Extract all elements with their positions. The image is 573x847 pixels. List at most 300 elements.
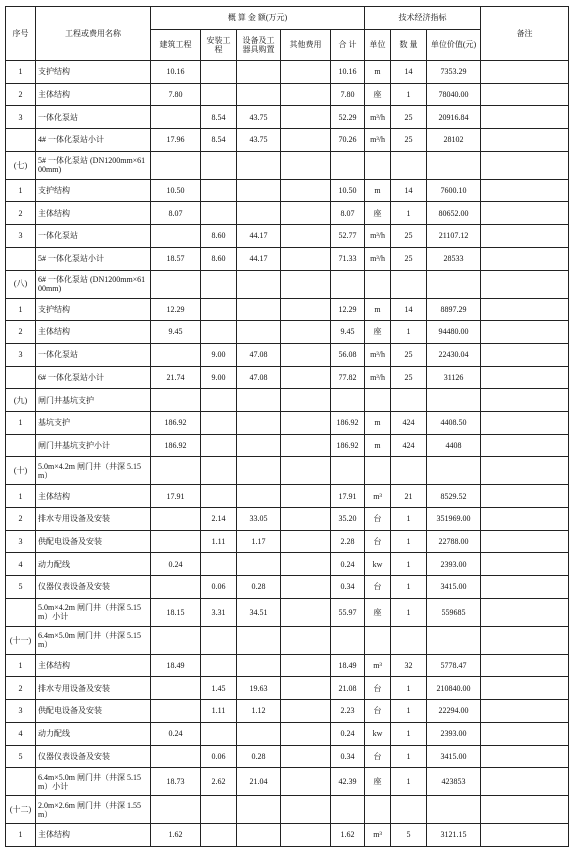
cell-install: [201, 626, 237, 654]
cell-other: [281, 247, 331, 270]
cell-unit: m³/h: [365, 247, 391, 270]
cell-unit-value: 80652.00: [427, 202, 481, 225]
cell-equipment: [237, 411, 281, 434]
cell-qty: [391, 457, 427, 485]
cell-unit: 座: [365, 83, 391, 106]
cell-total: 35.20: [331, 508, 365, 531]
cell-equipment: [237, 626, 281, 654]
cell-total: [331, 151, 365, 179]
cell-total: 7.80: [331, 83, 365, 106]
cell-equipment: [237, 824, 281, 847]
cell-remark: [481, 106, 569, 129]
table-body: [6, 61, 569, 847]
cell-seq: 1: [6, 179, 36, 202]
cell-unit: 台: [365, 700, 391, 723]
cell-unit-value: 7353.29: [427, 61, 481, 84]
cell-install: [201, 654, 237, 677]
cell-equipment: [237, 321, 281, 344]
cell-seq: (九): [6, 389, 36, 412]
cell-total: 1.62: [331, 824, 365, 847]
cell-building: [151, 225, 201, 248]
cell-remark: [481, 202, 569, 225]
table-row: [6, 83, 569, 106]
cell-unit-value: 4408.50: [427, 411, 481, 434]
cell-item-name: 4# 一体化泵站小计: [36, 129, 151, 152]
cell-unit-value: 210840.00: [427, 677, 481, 700]
budget-table-page: [5, 6, 568, 847]
cell-other: [281, 677, 331, 700]
cell-item-name: 支护结构: [36, 61, 151, 84]
cell-install: [201, 179, 237, 202]
cell-item-name: 仪器仪表设备及安装: [36, 745, 151, 768]
cell-qty: 1: [391, 553, 427, 576]
cell-qty: 21: [391, 485, 427, 508]
cell-item-name: 一体化泵站: [36, 106, 151, 129]
table-row: [6, 553, 569, 576]
cell-building: 8.07: [151, 202, 201, 225]
cell-unit-value: 28102: [427, 129, 481, 152]
cell-unit-value: 22788.00: [427, 530, 481, 553]
cell-remark: [481, 677, 569, 700]
cell-item-name: 供配电设备及安装: [36, 530, 151, 553]
cell-item-name: 主体结构: [36, 83, 151, 106]
cell-unit-value: 4408: [427, 434, 481, 457]
cell-unit: [365, 796, 391, 824]
cell-total: 42.39: [331, 768, 365, 796]
cell-install: 2.14: [201, 508, 237, 531]
table-row: [6, 270, 569, 298]
cell-unit: m³/h: [365, 129, 391, 152]
cell-qty: 1: [391, 576, 427, 599]
cell-unit-value: 2393.00: [427, 722, 481, 745]
header-qty: 数 量: [391, 30, 427, 61]
cell-unit-value: 7600.10: [427, 179, 481, 202]
cell-total: 56.08: [331, 343, 365, 366]
cell-building: [151, 700, 201, 723]
cell-unit: m³/h: [365, 366, 391, 389]
cell-qty: 14: [391, 179, 427, 202]
cell-equipment: 47.08: [237, 366, 281, 389]
cell-total: 2.23: [331, 700, 365, 723]
header-unit: 单位: [365, 30, 391, 61]
cell-other: [281, 598, 331, 626]
cell-building: 9.45: [151, 321, 201, 344]
cell-install: 1.11: [201, 700, 237, 723]
table-row: [6, 722, 569, 745]
cell-other: [281, 83, 331, 106]
cell-install: [201, 434, 237, 457]
cell-install: [201, 457, 237, 485]
cell-remark: [481, 270, 569, 298]
cell-unit: [365, 270, 391, 298]
cell-other: [281, 151, 331, 179]
cell-install: [201, 796, 237, 824]
cell-item-name: 闸门井基坑支护: [36, 389, 151, 412]
cell-seq: [6, 366, 36, 389]
cell-qty: 1: [391, 722, 427, 745]
cell-unit: m³/h: [365, 225, 391, 248]
cell-equipment: [237, 179, 281, 202]
cell-equipment: [237, 298, 281, 321]
cell-equipment: [237, 722, 281, 745]
cell-seq: 3: [6, 343, 36, 366]
header-equipment: 设备及工器具购置: [237, 30, 281, 61]
cell-seq: 2: [6, 321, 36, 344]
cell-item-name: 排水专用设备及安装: [36, 677, 151, 700]
cell-unit-value: 22430.04: [427, 343, 481, 366]
cell-install: 9.00: [201, 343, 237, 366]
cell-equipment: [237, 434, 281, 457]
cell-unit: m³: [365, 485, 391, 508]
cell-building: [151, 457, 201, 485]
table-row: [6, 824, 569, 847]
cell-qty: 1: [391, 508, 427, 531]
cell-building: 17.96: [151, 129, 201, 152]
cell-qty: [391, 626, 427, 654]
cell-install: [201, 83, 237, 106]
cell-seq: 3: [6, 106, 36, 129]
header-tech-group: 技术经济指标: [365, 7, 481, 30]
cell-total: 8.07: [331, 202, 365, 225]
cell-qty: [391, 389, 427, 412]
cell-equipment: [237, 796, 281, 824]
budget-estimate-table: [5, 6, 569, 847]
cell-unit: m: [365, 434, 391, 457]
cell-item-name: 5# 一体化泵站 (DN1200mm×6100mm): [36, 151, 151, 179]
cell-total: [331, 626, 365, 654]
cell-equipment: [237, 83, 281, 106]
cell-item-name: 一体化泵站: [36, 343, 151, 366]
cell-unit-value: [427, 270, 481, 298]
cell-install: [201, 824, 237, 847]
cell-item-name: 6# 一体化泵站 (DN1200mm×6100mm): [36, 270, 151, 298]
cell-item-name: 主体结构: [36, 485, 151, 508]
cell-qty: 1: [391, 321, 427, 344]
cell-other: [281, 700, 331, 723]
cell-total: 77.82: [331, 366, 365, 389]
cell-qty: 1: [391, 598, 427, 626]
table-row: [6, 247, 569, 270]
cell-unit: 台: [365, 745, 391, 768]
cell-seq: 4: [6, 553, 36, 576]
cell-qty: 1: [391, 700, 427, 723]
cell-other: [281, 824, 331, 847]
cell-remark: [481, 553, 569, 576]
cell-install: [201, 722, 237, 745]
cell-remark: [481, 129, 569, 152]
header-install: 安装工程: [201, 30, 237, 61]
cell-item-name: 一体化泵站: [36, 225, 151, 248]
cell-total: 18.49: [331, 654, 365, 677]
cell-unit: [365, 151, 391, 179]
cell-item-name: 支护结构: [36, 179, 151, 202]
cell-total: [331, 796, 365, 824]
cell-building: 18.15: [151, 598, 201, 626]
cell-install: 8.54: [201, 106, 237, 129]
cell-building: [151, 508, 201, 531]
cell-other: [281, 179, 331, 202]
cell-unit: kw: [365, 553, 391, 576]
cell-total: 0.24: [331, 722, 365, 745]
table-row: [6, 343, 569, 366]
cell-qty: 25: [391, 343, 427, 366]
cell-building: [151, 343, 201, 366]
cell-remark: [481, 598, 569, 626]
cell-seq: 1: [6, 824, 36, 847]
cell-total: 0.24: [331, 553, 365, 576]
cell-total: 9.45: [331, 321, 365, 344]
cell-other: [281, 389, 331, 412]
cell-qty: 424: [391, 434, 427, 457]
cell-item-name: 主体结构: [36, 202, 151, 225]
cell-other: [281, 202, 331, 225]
cell-unit-value: [427, 389, 481, 412]
cell-qty: 32: [391, 654, 427, 677]
cell-unit-value: 78040.00: [427, 83, 481, 106]
header-seq: 序号: [6, 7, 36, 61]
table-row: [6, 202, 569, 225]
cell-install: [201, 151, 237, 179]
cell-seq: (十): [6, 457, 36, 485]
cell-remark: [481, 434, 569, 457]
cell-unit: m: [365, 61, 391, 84]
cell-unit: 座: [365, 321, 391, 344]
cell-building: [151, 106, 201, 129]
cell-unit-value: [427, 151, 481, 179]
cell-seq: (八): [6, 270, 36, 298]
cell-unit: 座: [365, 598, 391, 626]
cell-install: 8.54: [201, 129, 237, 152]
table-row: [6, 796, 569, 824]
cell-unit-value: 21107.12: [427, 225, 481, 248]
cell-equipment: 47.08: [237, 343, 281, 366]
table-row: [6, 598, 569, 626]
cell-equipment: [237, 389, 281, 412]
cell-unit-value: 351969.00: [427, 508, 481, 531]
cell-unit: [365, 389, 391, 412]
cell-remark: [481, 824, 569, 847]
cell-remark: [481, 768, 569, 796]
cell-qty: 1: [391, 530, 427, 553]
cell-item-name: 动力配线: [36, 553, 151, 576]
cell-equipment: 43.75: [237, 106, 281, 129]
cell-equipment: 33.05: [237, 508, 281, 531]
cell-install: [201, 411, 237, 434]
cell-other: [281, 626, 331, 654]
cell-total: 52.29: [331, 106, 365, 129]
header-remark: 备注: [481, 7, 569, 61]
cell-building: [151, 677, 201, 700]
cell-building: 12.29: [151, 298, 201, 321]
cell-unit-value: [427, 457, 481, 485]
table-row: [6, 485, 569, 508]
cell-total: [331, 457, 365, 485]
cell-install: [201, 61, 237, 84]
cell-remark: [481, 83, 569, 106]
cell-building: [151, 270, 201, 298]
header-unit-value: 单位价值(元): [427, 30, 481, 61]
cell-item-name: 5# 一体化泵站小计: [36, 247, 151, 270]
cell-item-name: 供配电设备及安装: [36, 700, 151, 723]
cell-item-name: 排水专用设备及安装: [36, 508, 151, 531]
cell-item-name: 主体结构: [36, 654, 151, 677]
cell-total: 186.92: [331, 434, 365, 457]
table-row: [6, 411, 569, 434]
header-budget-group: 概 算 金 额(万元): [151, 7, 365, 30]
cell-total: 186.92: [331, 411, 365, 434]
cell-equipment: [237, 270, 281, 298]
cell-total: [331, 389, 365, 412]
cell-remark: [481, 796, 569, 824]
cell-unit: m: [365, 298, 391, 321]
cell-install: 2.62: [201, 768, 237, 796]
cell-unit-value: 559685: [427, 598, 481, 626]
cell-install: 8.60: [201, 247, 237, 270]
cell-unit: 台: [365, 508, 391, 531]
cell-unit-value: 20916.84: [427, 106, 481, 129]
header-row-1: [6, 7, 569, 30]
cell-unit: m: [365, 411, 391, 434]
cell-other: [281, 654, 331, 677]
cell-qty: [391, 151, 427, 179]
cell-other: [281, 298, 331, 321]
cell-total: 0.34: [331, 745, 365, 768]
cell-seq: [6, 434, 36, 457]
cell-qty: 1: [391, 83, 427, 106]
cell-qty: 25: [391, 129, 427, 152]
cell-qty: 14: [391, 61, 427, 84]
cell-qty: 1: [391, 745, 427, 768]
cell-seq: 5: [6, 745, 36, 768]
table-row: [6, 434, 569, 457]
header-building: 建筑工程: [151, 30, 201, 61]
cell-building: 7.80: [151, 83, 201, 106]
cell-total: 71.33: [331, 247, 365, 270]
cell-unit-value: 94480.00: [427, 321, 481, 344]
cell-seq: 2: [6, 202, 36, 225]
cell-building: 186.92: [151, 411, 201, 434]
cell-remark: [481, 151, 569, 179]
cell-total: 55.97: [331, 598, 365, 626]
cell-install: 8.60: [201, 225, 237, 248]
table-row: [6, 179, 569, 202]
cell-remark: [481, 700, 569, 723]
cell-seq: [6, 129, 36, 152]
cell-qty: 14: [391, 298, 427, 321]
cell-unit: m³: [365, 824, 391, 847]
cell-remark: [481, 576, 569, 599]
cell-other: [281, 530, 331, 553]
cell-seq: [6, 247, 36, 270]
cell-unit-value: 22294.00: [427, 700, 481, 723]
cell-install: [201, 485, 237, 508]
cell-remark: [481, 530, 569, 553]
cell-install: 0.06: [201, 576, 237, 599]
cell-other: [281, 508, 331, 531]
cell-building: 0.24: [151, 553, 201, 576]
cell-other: [281, 129, 331, 152]
cell-remark: [481, 247, 569, 270]
table-row: [6, 298, 569, 321]
cell-total: 70.26: [331, 129, 365, 152]
cell-other: [281, 366, 331, 389]
cell-equipment: 0.28: [237, 576, 281, 599]
cell-qty: 25: [391, 247, 427, 270]
cell-qty: 25: [391, 225, 427, 248]
cell-unit-value: 3415.00: [427, 745, 481, 768]
cell-remark: [481, 389, 569, 412]
cell-other: [281, 270, 331, 298]
cell-unit: [365, 626, 391, 654]
cell-qty: [391, 270, 427, 298]
cell-remark: [481, 411, 569, 434]
cell-other: [281, 768, 331, 796]
cell-building: 186.92: [151, 434, 201, 457]
table-row: [6, 225, 569, 248]
cell-building: [151, 530, 201, 553]
cell-remark: [481, 225, 569, 248]
header-other: 其他费用: [281, 30, 331, 61]
table-row: [6, 654, 569, 677]
cell-equipment: [237, 553, 281, 576]
cell-equipment: [237, 151, 281, 179]
cell-item-name: 2.0m×2.6m 闸门井（井深 1.55m）: [36, 796, 151, 824]
cell-other: [281, 745, 331, 768]
cell-seq: 3: [6, 225, 36, 248]
cell-unit-value: [427, 796, 481, 824]
cell-equipment: [237, 457, 281, 485]
cell-unit-value: 3415.00: [427, 576, 481, 599]
cell-seq: 3: [6, 530, 36, 553]
cell-building: [151, 576, 201, 599]
cell-unit-value: 8529.52: [427, 485, 481, 508]
cell-install: [201, 270, 237, 298]
cell-unit-value: 31126: [427, 366, 481, 389]
cell-remark: [481, 722, 569, 745]
cell-unit-value: 3121.15: [427, 824, 481, 847]
cell-unit: m³: [365, 654, 391, 677]
cell-building: 18.49: [151, 654, 201, 677]
cell-other: [281, 411, 331, 434]
cell-building: 0.24: [151, 722, 201, 745]
cell-remark: [481, 457, 569, 485]
cell-other: [281, 576, 331, 599]
cell-install: 3.31: [201, 598, 237, 626]
cell-remark: [481, 508, 569, 531]
cell-qty: 25: [391, 106, 427, 129]
cell-total: 2.28: [331, 530, 365, 553]
cell-building: 17.91: [151, 485, 201, 508]
cell-equipment: 43.75: [237, 129, 281, 152]
cell-seq: 1: [6, 61, 36, 84]
table-row: [6, 576, 569, 599]
cell-item-name: 6.4m×5.0m 闸门井（井深 5.15m）: [36, 626, 151, 654]
cell-equipment: 44.17: [237, 225, 281, 248]
cell-remark: [481, 343, 569, 366]
cell-unit: m³/h: [365, 343, 391, 366]
cell-unit: 座: [365, 768, 391, 796]
cell-remark: [481, 179, 569, 202]
table-row: [6, 457, 569, 485]
cell-seq: (十一): [6, 626, 36, 654]
table-row: [6, 677, 569, 700]
cell-other: [281, 434, 331, 457]
cell-unit: kw: [365, 722, 391, 745]
cell-qty: 5: [391, 824, 427, 847]
cell-item-name: 仪器仪表设备及安装: [36, 576, 151, 599]
cell-other: [281, 722, 331, 745]
cell-qty: [391, 796, 427, 824]
